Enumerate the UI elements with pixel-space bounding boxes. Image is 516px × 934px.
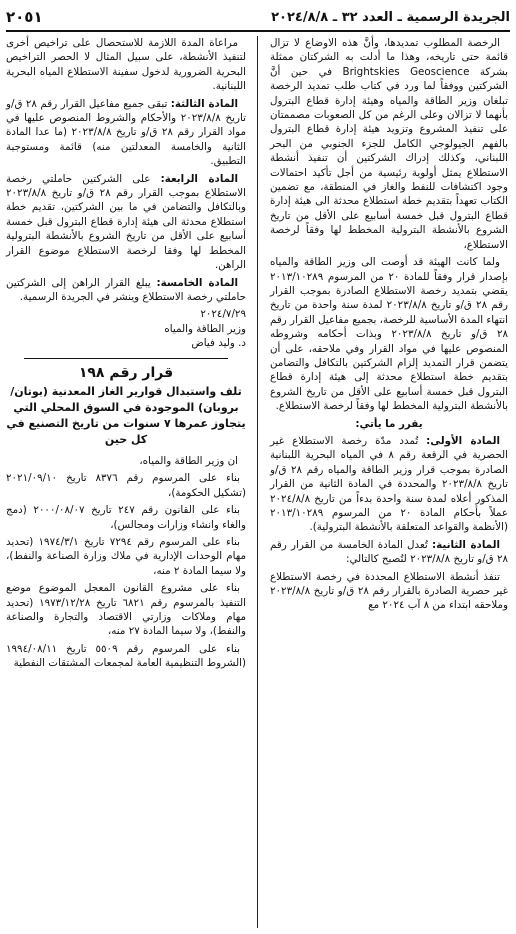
page-number: ٢٠٥١ <box>6 8 43 26</box>
paragraph: الرخصة المطلوب تمديدها، وأنَّ هذه الاوضاع لا تزال قائمة حتى تاريخه، وهذا ما أدلت به الشركتان ممثلة بشركة Brightskies Geoscience في حين أنَّ الشركتين ووفقاً لما ورد في كتاب طلب تمديد الرخصة تبلغان وزير الطاقة والمياه وهيئة إدارة قطاع البترول بأنهما لا تزالان وعلى الرغم من كل الصعوبات مصممتان على تنفيذ المشروع وتزويد هيئة إدارة قطاع البترول بالفهم الجيولوجي الكامل للجزء الجنوبي من البحر اللبناني، وكذلك إدراك الشركتين أن تنفيذ أنشطة الاستطلاع يمثل أولوية رئيسية من أجل تأكيد احتمالات وجود اكتشافات للنفط والغاز في المنطقة، مع تضمين الكتاب تعهداً بتقديم خطة استطلاع محدثة الى هيئة إدارة قطاع البترول قبل خمسة أسابيع على الأقل من تاريخ الشروع بالأنشطة البترولية المخطط لها وفقاً لرخصة الاستطلاع، <box>270 37 508 251</box>
signature-role: وزير الطاقة والمياه <box>164 322 246 335</box>
recitals-list <box>6 471 246 670</box>
article-text: يبلغ القرار الراهن إلى الشركتين حاملتي رخصة الاستطلاع وينشر في الجريدة الرسمية. <box>6 276 246 303</box>
paragraph: مراعاة المدة اللازمة للاستحصال على تراخيص أخرى لتنفيذ الأنشطة، على سبيل المثال لا الحصر التراخيص البحرية الضرورية لدخول سفينة الاستطلاع المياه البحرية اللبنانية. <box>6 37 246 93</box>
article-label: المادة الخامسة: <box>156 276 238 289</box>
decides-heading: يقرر ما يأتي: <box>355 417 423 430</box>
article-3 <box>6 97 246 169</box>
article-label: المادة الثانية: <box>432 538 500 551</box>
article-2-quote: تنفذ أنشطة الاستطلاع المحددة في رخصة الاستطلاع غير حصرية الصادرة بالقرار رقم ٢٨ ق/و تاريخ ٢٠٢٣/٨/٨ وملاحقه ابتداء من ٨ آب ٢٠٢٤ مع <box>270 570 508 612</box>
left-column <box>6 36 246 674</box>
article-text: تُعدل المادة الخامسة من القرار رقم ٢٨ ق/و تاريخ ٢٠٢٣/٨/٨ لتُصبح كالتالي: <box>270 538 508 566</box>
article-text: تُمدد مدّة رخصة الاستطلاع غير الحصرية في الرقعة رقم ٨ في المياه البحرية اللبنانية الصادرة بموجب قرار وزير الطاقة والمياه رقم ٢٨ ق/و تاريخ ٢٠٢٣/٨/٨ والمحددة في المادة الثانية من القرار المذكور أعلاه لمدة سنة واحدة بدءاً من تاريخ ٢٠٢٤/٨/٨ عملاً بأحكام المادة ٢٠ من المرسوم ٢٠١٣/١٠٢٨٩ (الأنظمة والقواعد المتعلقة بالأنشطة البترولية). <box>270 434 509 534</box>
article-1 <box>270 434 508 535</box>
right-column <box>270 36 508 616</box>
signature-date: ٢٠٢٤/٧/٢٩ <box>200 308 246 321</box>
article-label: المادة الرابعة: <box>160 172 238 185</box>
recital-item: بناء على المرسوم رقم ٨٣٧٦ تاريخ ٢٠٢١/٠٩/١٠ (تشكيل الحكومة)، <box>6 472 246 499</box>
article-text: على الشركتين حاملتي رخصة الاستطلاع بموجب القرار رقم ٢٨ ق/و تاريخ ٢٠٢٣/٨/٨ وبالتكافل والتضامن في ما بين الشركتين، تقديم خطة استطلاع محدثة الى هيئة إدارة قطاع البترول قبل خمسة أسابيع على الأقل من تاريخ الشروع بالأنشطة البترولية المخطط لها وفقا لرخصة الاستطلاع موضوع القرار الراهن. <box>6 172 246 272</box>
recital-item: بناء على المرسوم رقم ٧٢٩٤ تاريخ ١٩٧٤/٣/١ (تحديد مهام الوحدات الإدارية في ملاك وزارة الصناعة والنفط)، ولا سيما المادة ٢ منه، <box>6 535 246 577</box>
signature-name: د. وليد فياض <box>191 337 246 350</box>
recital-item: بناء على القانون رقم ٢٤٧ تاريخ ٢٠٠٠/٠٨/٠٧ (دمج والغاء وانشاء وزارات ومجالس)، <box>6 504 246 531</box>
article-2 <box>270 538 508 567</box>
header-rule <box>6 30 510 32</box>
article-label: المادة الثالثة: <box>170 97 238 110</box>
page-header <box>6 6 510 28</box>
recital-item: بناء على المرسوم رقم ٥٥٠٩ تاريخ ١٩٩٤/٠٨/١١ (الشروط التنظيمية العامة لمجمعات المشتقات النفطية <box>6 642 246 670</box>
column-divider <box>257 36 258 928</box>
decision-intro: ان وزير الطاقة والمياه، <box>139 454 238 467</box>
article-4 <box>6 172 246 273</box>
running-title: الجريدة الرسمية ـ العدد ٣٢ ـ ٢٠٢٤/٨/٨ <box>271 9 510 25</box>
decision-subject: تلف واستبدال قوارير الغاز المعدنية (بوتان/بروبان) الموجودة في السوق المحلي التي يتجاوز عمرها ٧ سنوات من تاريخ التصنيع في كل حين <box>6 384 246 446</box>
section-separator <box>24 358 228 359</box>
article-label: المادة الأولى: <box>426 434 500 447</box>
article-text: تبقى جميع مفاعيل القرار رقم ٢٨ ق/و تاريخ ٢٠٢٣/٨/٨ والأحكام والشروط المنصوص عليها في مواد القرار رقم ٢٨ ق/و تاريخ ٢٠٢٣/٨/٨ (ما عدا المادة الثانية والخامسة المعدلتين منه) قائمة ومستوجبة التطبيق. <box>6 97 246 168</box>
article-5 <box>6 276 246 305</box>
decision-title: قرار رقم ١٩٨ <box>78 364 174 381</box>
paragraph: ولما كانت الهيئة قد أوصت الى وزير الطاقة والمياه بإصدار قرار وفقاً للمادة ٢٠ من المرسوم ٢٠١٣/١٠٢٨٩ يقضي بتمديد رخصة الاستطلاع الصادرة بموجب القرار رقم ٢٨ ق/و تاريخ ٢٠٢٣/٨/٨ لمدة سنة واحدة من تاريخ انتهاء المدة الأساسية للرخصة، بجميع مفاعيل القرار رقم ٢٨ ق/و تاريخ ٢٠٢٣/٨/٨ وبذات أحكامه وشروطه المنصوص عليها في مواد القرار وفي ملاحقه، على أن يتضمن قرار التمديد إلزام الشركتين بالتكافل والتضامن بتقديم خطة استطلاع محدثة إلى هيئة إدارة قطاع البترول قبل خمسة أسابيع على الأقل من تاريخ الشروع بالأنشطة البترولية المخطط لها وفقاً لرخصة الاستطلاع. <box>270 256 508 413</box>
recital-item: بناء على مشروع القانون المعجل الموضوع موضع التنفيذ بالمرسوم رقم ٦٨٢١ تاريخ ١٩٧٣/١٢/٢٨ (تحديد مهام وملاكات وزارتي الاقتصاد والتجارة والصناعة والنفط)، ولا سيما المادة ٢٧ منه، <box>6 582 246 638</box>
